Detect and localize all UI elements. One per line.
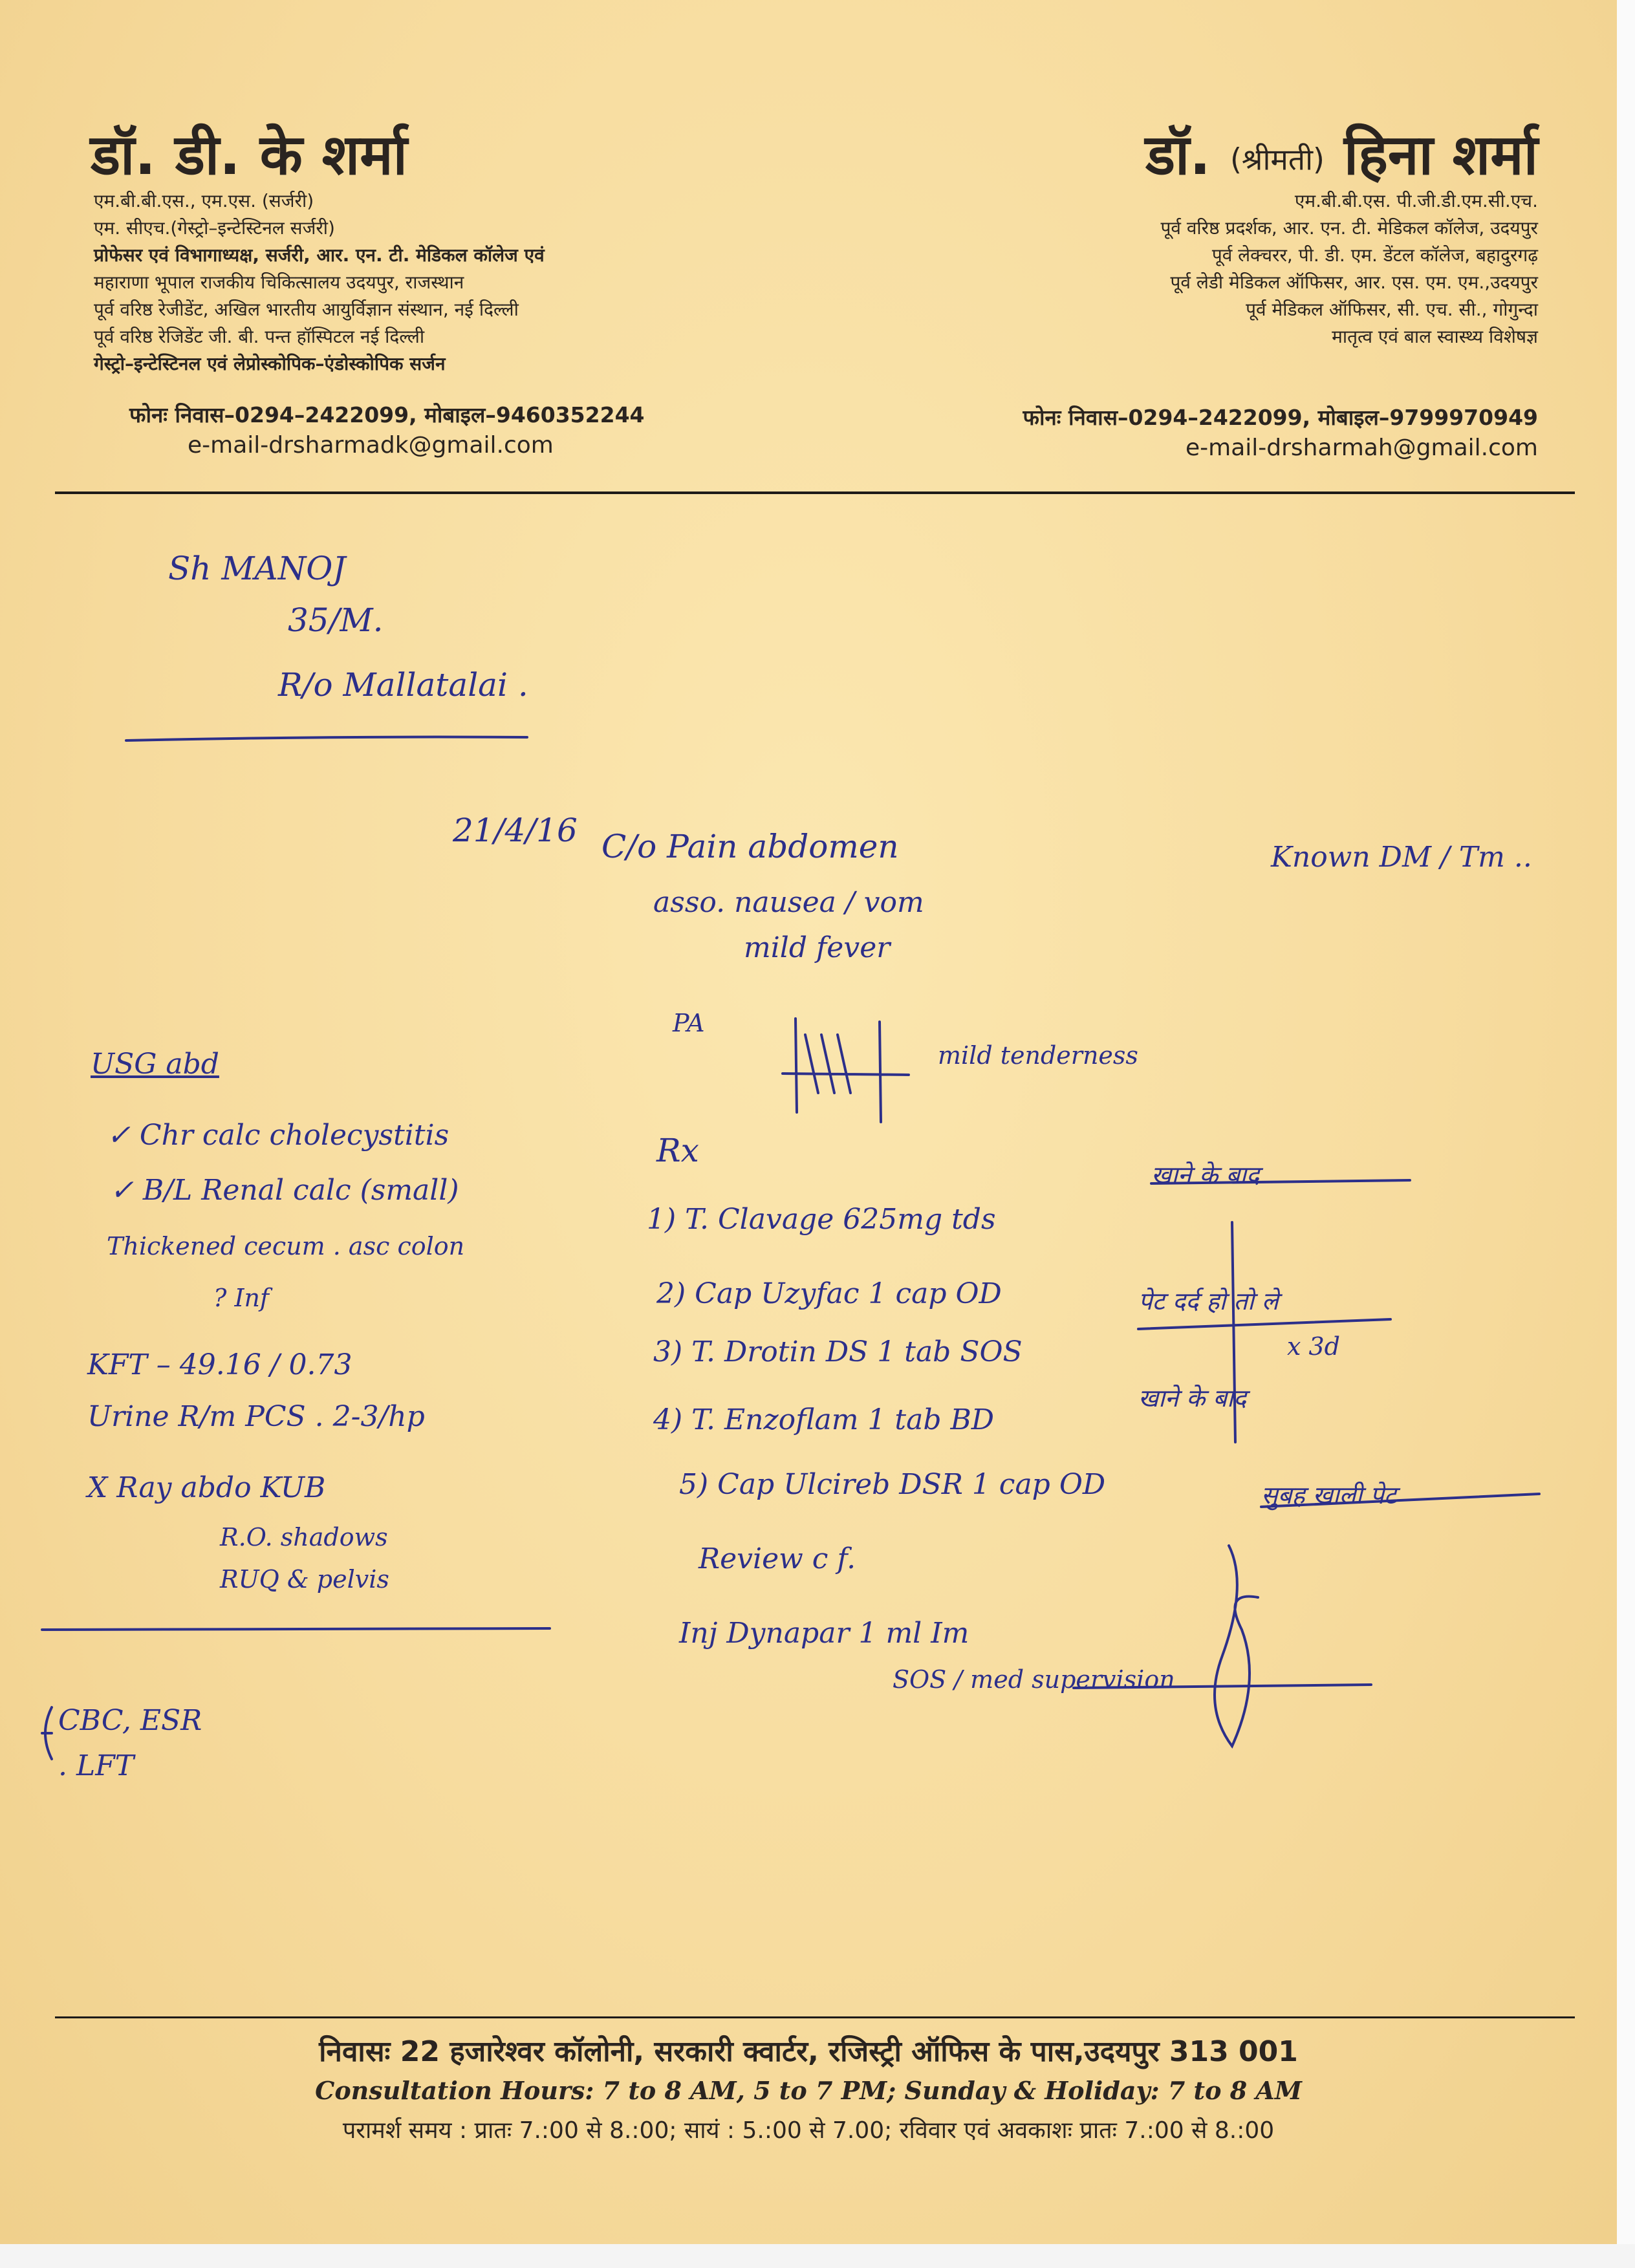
qual-line: एम. सीएच.(गेस्ट्रो–इन्टेस्टिनल सर्जरी) [94,217,335,239]
qual-line: प्रोफेसर एवं विभागाध्यक्ष, सर्जरी, आर. एन. टी. मेडिकल कॉलेज एवं [94,244,545,266]
rx-item: 2) Cap Uzyfac 1 cap OD [656,1277,1002,1310]
underline-patient [126,737,527,740]
usg-finding: ✓ B/L Renal calc (small) [110,1174,459,1207]
name-title: (श्रीमती) [1229,142,1325,177]
complaint-line: C/o Pain abdomen [601,828,899,865]
xray-line: RUQ & pelvis [220,1565,389,1593]
complaint-line: mild fever [744,931,891,964]
kft-result: KFT – 49.16 / 0.73 [87,1348,352,1381]
rx-item: 3) T. Drotin DS 1 tab SOS [653,1335,1023,1368]
injection-note: SOS / med supervision [893,1665,1175,1694]
phone-left: फोनः निवास–0294–2422099, मोबाइल–9460352244 [129,402,645,427]
injection-line: Inj Dynapar 1 ml Im [679,1617,969,1650]
rx-item: 5) Cap Ulcireb DSR 1 cap OD [679,1468,1106,1501]
dosage-note: सुबह खाली पेट [1261,1481,1396,1509]
qual-line: पूर्व लेक्चरर, पी. डी. एम. डेंटल कॉलेज, बहादुरगढ़ [1211,244,1538,266]
signature [1215,1546,1258,1746]
test-advice: . LFT [58,1749,135,1782]
rx-item: 4) T. Enzoflam 1 tab BD [653,1403,995,1436]
review-note: Review c f. [698,1542,856,1575]
qual-line: पूर्व लेडी मेडिकल ऑफिसर, आर. एस. एम. एम.,उदयपुर [1170,272,1538,293]
tests-brace [42,1707,52,1759]
qual-line: महाराणा भूपाल राजकीय चिकित्सालय उदयपुर, राजस्थान [94,272,464,293]
doctor-name-left: डॉ. डी. के शर्मा [91,123,407,188]
dosage-note: खाने के बाद [1138,1384,1247,1412]
patient-name: Sh MANOJ [168,550,346,587]
name-prefix: डॉ. [1145,123,1211,188]
qual-line: मातृत्व एवं बाल स्वास्थ्य विशेषज्ञ [1332,326,1538,347]
usg-label: USG abd [91,1048,219,1081]
residence-address: निवासः 22 हजारेश्वर कॉलोनी, सरकारी क्वार्टर, रजिस्ट्री ऑफिस के पास,उदयपुर 313 001 [319,2035,1298,2068]
usg-finding: ? Inf [213,1284,270,1312]
rx-item: 1) T. Clavage 625mg tds [647,1203,996,1236]
urine-result: Urine R/m PCS . 2-3/hp [87,1400,425,1433]
footer-divider [55,2016,1575,2018]
visit-date: 21/4/16 [453,812,578,849]
email-right: e-mail-drsharmah@gmail.com [1186,435,1538,461]
qual-line: पूर्व वरिष्ठ प्रदर्शक, आर. एन. टी. मेडिकल कॉलेज, उदयपुर [1160,217,1538,239]
consultation-hours-hi: परामर्श समय : प्रातः 7.:00 से 8.:00; सायं : 5.:00 से 7.00; रविवार एवं अवकाशः प्रातः 7.:00 से 8.:00 [342,2117,1275,2144]
qual-line: पूर्व मेडिकल ऑफिसर, सी. एच. सी., गोगुन्दा [1246,299,1538,320]
xray-line: X Ray abdo KUB [87,1471,326,1504]
test-advice: CBC, ESR [58,1704,202,1737]
pa-label: PA [673,1009,705,1037]
dosage-note: खाने के बाद [1151,1161,1260,1189]
xray-line: R.O. shadows [220,1523,388,1551]
dosage-note: पेट दर्द हो तो ले [1138,1287,1279,1315]
underline-note [1261,1494,1539,1507]
patient-age: 35/M. [288,601,384,639]
pa-diagram [783,1019,909,1122]
usg-finding: ✓ Chr calc cholecystitis [107,1119,449,1152]
consultation-hours-en: Consultation Hours: 7 to 8 AM, 5 to 7 PM; Sunday & Holiday: 7 to 8 AM [315,2076,1302,2105]
pa-note: mild tenderness [938,1041,1138,1070]
qual-line: एम.बी.बी.एस., एम.एस. (सर्जरी) [94,190,314,211]
underline-note [1138,1319,1391,1329]
qual-line: गेस्ट्रो–इन्टेस्टिनल एवं लेप्रोस्कोपिक–एंडोस्कोपिक सर्जन [94,353,446,374]
complaint-line: asso. nausea / vom [653,886,924,919]
dosage-bracket [1232,1222,1235,1442]
qual-line: पूर्व वरिष्ठ रेजिडेंट जी. बी. पन्त हॉस्पिटल नई दिल्ली [94,326,425,347]
divider-left [42,1628,550,1630]
phone-right: फोनः निवास–0294–2422099, मोबाइल–9799970949 [1023,405,1538,430]
dosage-note: x 3d [1287,1332,1341,1361]
underline-inj [1074,1685,1371,1688]
qual-line: पूर्व वरिष्ठ रेजीडेंट, अखिल भारतीय आयुर्विज्ञान संस्थान, नई दिल्ली [94,299,519,320]
underline-note [1151,1180,1410,1183]
email-left: e-mail-drsharmadk@gmail.com [188,432,554,459]
patient-address: R/o Mallatalai . [278,666,528,704]
history-note: Known DM / Tm .. [1271,841,1532,874]
name-main: हिना शर्मा [1343,123,1538,188]
qual-line: एम.बी.बी.एस. पी.जी.डी.एम.सी.एच. [1294,190,1538,211]
rx-symbol: Rx [656,1132,699,1169]
usg-finding: Thickened cecum . asc colon [107,1232,465,1260]
